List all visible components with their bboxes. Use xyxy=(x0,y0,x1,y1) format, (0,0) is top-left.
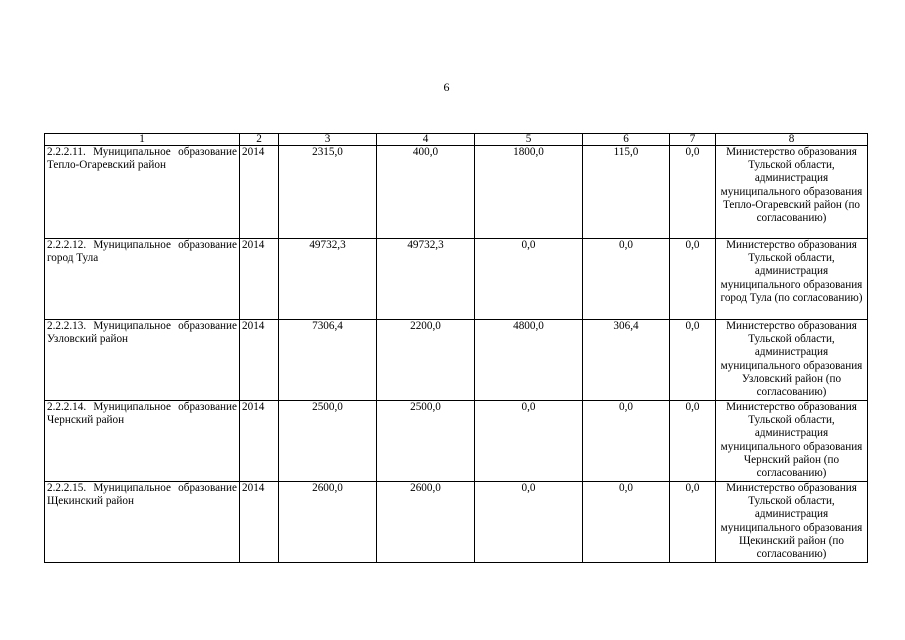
table-row xyxy=(45,146,868,239)
funding-table xyxy=(44,133,868,563)
column-header-3: 3 xyxy=(279,134,377,146)
table-row xyxy=(45,320,868,401)
column-6-cell: 0,0 xyxy=(583,401,670,482)
table-row xyxy=(45,401,868,482)
column-7-cell: 0,0 xyxy=(670,239,716,320)
column-5-cell: 4800,0 xyxy=(475,320,583,401)
column-header-1: 1 xyxy=(45,134,240,146)
column-6-cell: 115,0 xyxy=(583,146,670,239)
column-header-5: 5 xyxy=(475,134,583,146)
total-cell: 7306,4 xyxy=(279,320,377,401)
column-6-cell: 0,0 xyxy=(583,239,670,320)
measure-name-cell: 2.2.2.11. Муниципальное образование Тепло-Огаревский район xyxy=(45,146,240,239)
year-cell: 2014 xyxy=(240,320,279,401)
column-5-cell: 1800,0 xyxy=(475,146,583,239)
measure-name-cell: 2.2.2.15. Муниципальное образование Щекинский район xyxy=(45,482,240,563)
column-7-cell: 0,0 xyxy=(670,320,716,401)
column-header-7: 7 xyxy=(670,134,716,146)
total-cell: 49732,3 xyxy=(279,239,377,320)
column-4-cell: 400,0 xyxy=(377,146,475,239)
column-5-cell: 0,0 xyxy=(475,239,583,320)
column-header-2: 2 xyxy=(240,134,279,146)
column-4-cell: 49732,3 xyxy=(377,239,475,320)
page-number: 6 xyxy=(443,80,450,94)
executor-cell: Министерство образования Тульской области, администрация муниципального образования город Тула (по согласованию) xyxy=(716,239,868,320)
measure-name-cell: 2.2.2.13. Муниципальное образование Узловский район xyxy=(45,320,240,401)
column-header-6: 6 xyxy=(583,134,670,146)
column-5-cell: 0,0 xyxy=(475,482,583,563)
column-7-cell: 0,0 xyxy=(670,146,716,239)
total-cell: 2500,0 xyxy=(279,401,377,482)
year-cell: 2014 xyxy=(240,239,279,320)
column-7-cell: 0,0 xyxy=(670,482,716,563)
total-cell: 2600,0 xyxy=(279,482,377,563)
executor-cell: Министерство образования Тульской области, администрация муниципального образования Узловский район (по согласованию) xyxy=(716,320,868,401)
executor-cell: Министерство образования Тульской области, администрация муниципального образования Щекинский район (по согласованию) xyxy=(716,482,868,563)
column-4-cell: 2600,0 xyxy=(377,482,475,563)
year-cell: 2014 xyxy=(240,482,279,563)
table-row xyxy=(45,482,868,563)
year-cell: 2014 xyxy=(240,401,279,482)
executor-cell: Министерство образования Тульской области, администрация муниципального образования Тепло-Огаревский район (по согласованию) xyxy=(716,146,868,239)
column-4-cell: 2500,0 xyxy=(377,401,475,482)
executor-cell: Министерство образования Тульской области, администрация муниципального образования Чернский район (по согласованию) xyxy=(716,401,868,482)
column-4-cell: 2200,0 xyxy=(377,320,475,401)
measure-name-cell: 2.2.2.12. Муниципальное образование город Тула xyxy=(45,239,240,320)
measure-name-cell: 2.2.2.14. Муниципальное образование Чернский район xyxy=(45,401,240,482)
column-number-row xyxy=(45,134,868,146)
column-header-4: 4 xyxy=(377,134,475,146)
year-cell: 2014 xyxy=(240,146,279,239)
column-header-8: 8 xyxy=(716,134,868,146)
column-7-cell: 0,0 xyxy=(670,401,716,482)
column-6-cell: 306,4 xyxy=(583,320,670,401)
column-6-cell: 0,0 xyxy=(583,482,670,563)
total-cell: 2315,0 xyxy=(279,146,377,239)
table-row xyxy=(45,239,868,320)
column-5-cell: 0,0 xyxy=(475,401,583,482)
